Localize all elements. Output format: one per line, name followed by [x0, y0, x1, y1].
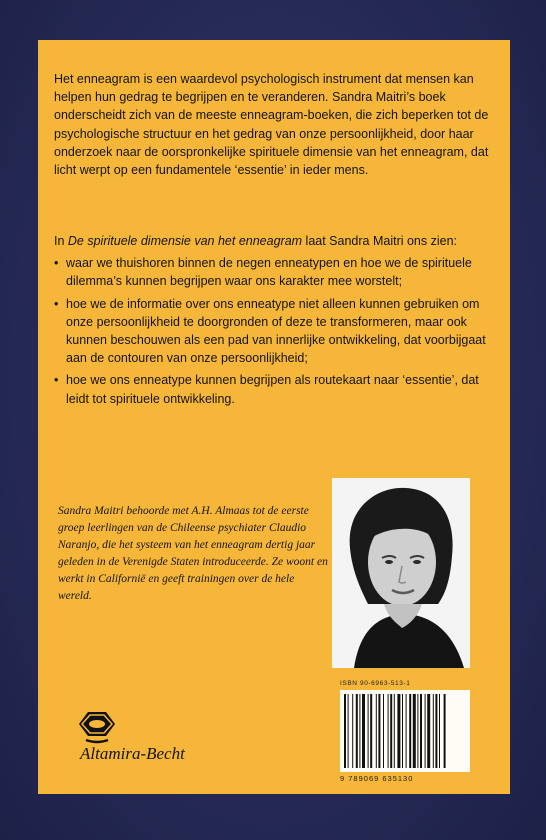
barcode-icon — [340, 690, 470, 772]
bullet-icon: • — [54, 373, 59, 388]
bullet-icon: • — [54, 296, 59, 311]
publisher-logo — [76, 706, 118, 744]
isbn-label: ISBN 90-6963-513-1 — [340, 680, 411, 687]
features-intro — [54, 232, 494, 250]
list-item — [54, 295, 494, 368]
list-item-text: hoe we ons enneatype kunnen begrijpen als routekaart naar ‘essentie’, dat leidt tot spirituele ontwikkeling. — [66, 373, 479, 406]
list-item-text: waar we thuishoren binnen de negen enneatypen en hoe we de spirituele dilemma’s kunnen begrijpen waar ons karakter mee worstelt; — [66, 256, 472, 289]
features-section — [54, 232, 494, 412]
list-item — [54, 254, 494, 290]
author-portrait-image — [332, 478, 470, 668]
barcode — [340, 690, 470, 772]
author-photo — [332, 478, 470, 668]
bullet-icon: • — [54, 256, 59, 271]
author-bio: Sandra Maitri behoorde met A.H. Almaas tot de eerste groep leerlingen van de Chileense psychiater Claudio Naranjo, die het systeem van het enneagram dertig jaar geleden in de Verenigde Staten introduceerde. Ze woont en werkt in Californië en geeft trainingen over de hele wereld. — [58, 505, 328, 602]
intro-prefix: In — [54, 234, 68, 248]
list-item-text: hoe we de informatie over ons enneatype niet alleen kunnen gebruiken om onze persoonlijkheid te doorgronden of deze te transformeren, maar ook kunnen beschouwen als een pad van innerlijke ontwikkeling, dat voorbijgaat aan de contouren van onze persoonlijkheid; — [66, 296, 486, 366]
description-paragraph: Het enneagram is een waardevol psychologisch instrument dat mensen kan helpen hun gedrag te begrijpen en te veranderen. Sandra Maitri’s boek onderscheidt zich van de meeste enneagram-boeken, die zich beperken tot de psychologische structuur en het gedrag van onze persoonlijkheid, door haar onderzoek naar de oorspronkelijke spirituele dimensie van het enneagram, dat licht werpt op een fundamentele ‘essentie’ in ieder mens. — [54, 72, 489, 178]
list-item — [54, 371, 494, 407]
intro-suffix: laat Sandra Maitri ons zien: — [302, 234, 458, 248]
publisher-name: Altamira-Becht — [80, 744, 185, 763]
book-title: De spirituele dimensie van het enneagram — [67, 234, 303, 248]
publisher-logo-icon — [76, 706, 118, 744]
features-list — [54, 254, 494, 408]
barcode-number: 9 789069 635130 — [340, 774, 414, 783]
